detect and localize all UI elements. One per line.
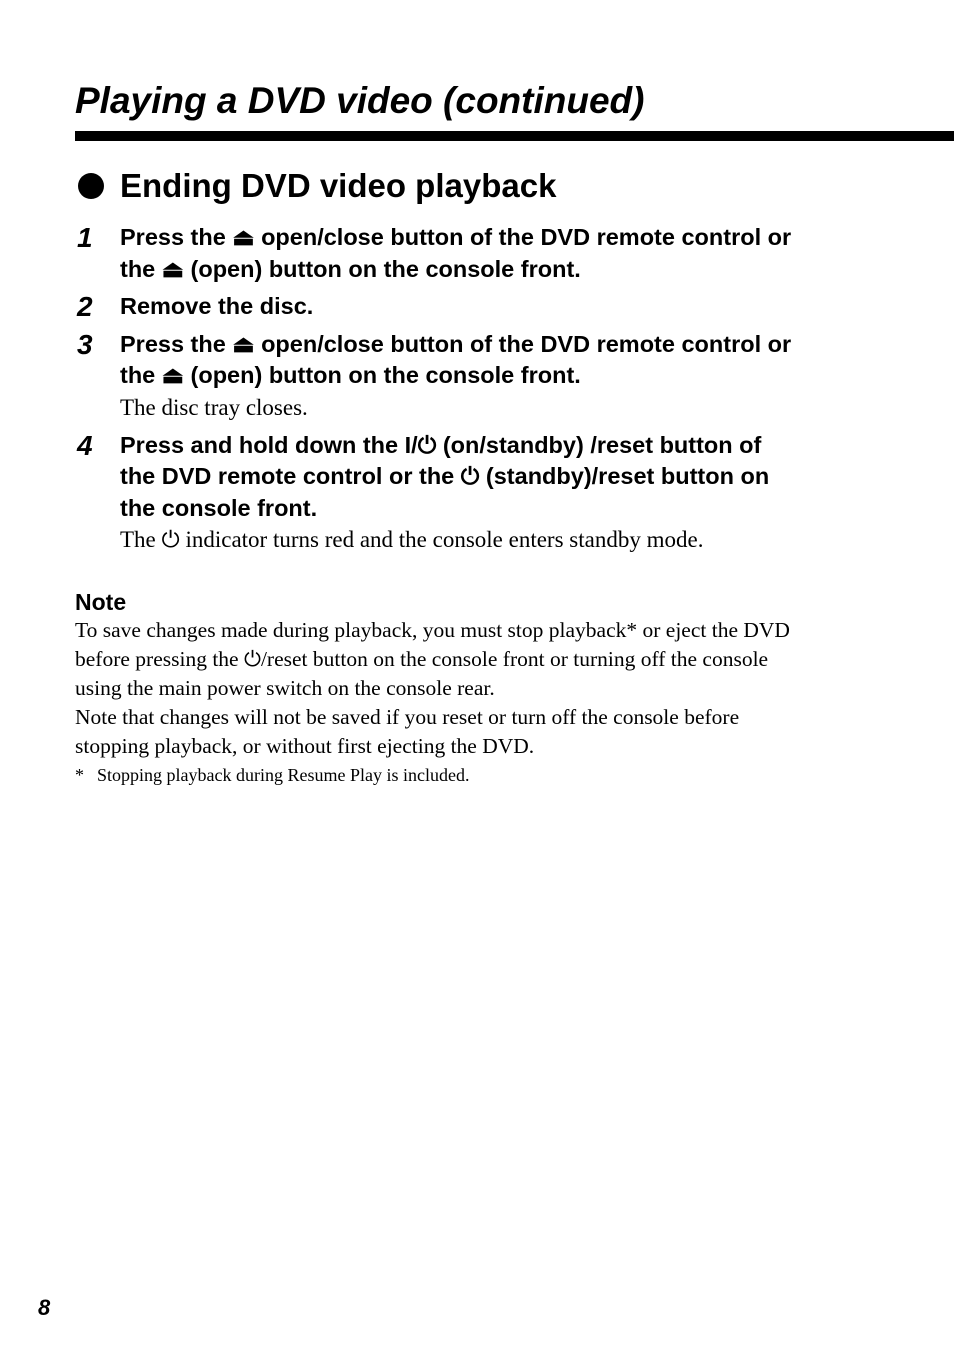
- title-rule: [75, 131, 954, 141]
- step-instruction: Press and hold down the I/⏻ (on/standby) /reset button of the DVD remote control or the ⏻ (standby)/reset button on the console front.: [120, 431, 770, 521]
- steps-list: [75, 222, 895, 562]
- filled-circle-bullet-icon: [78, 173, 104, 199]
- note-paragraph: Note that changes will not be saved if you reset or turn off the console before stopping playback, or without first ejecting the DVD.: [75, 705, 740, 758]
- note-block: [75, 586, 895, 789]
- step-number: 2: [77, 291, 93, 322]
- step-detail: The ⏻ indicator turns red and the console enters standby mode.: [120, 527, 704, 552]
- step-1: [75, 222, 895, 285]
- footnote: [75, 761, 895, 789]
- note-heading: Note: [75, 589, 127, 615]
- step-2: [75, 291, 895, 323]
- step-number: 4: [77, 429, 93, 461]
- footnote-text: Stopping playback during Resume Play is included.: [97, 765, 470, 785]
- step-instruction: Press the ⏏ open/close button of the DVD remote control or the ⏏ (open) button on the console front.: [120, 224, 792, 282]
- step-3: [75, 329, 895, 424]
- section-heading-text: Ending DVD video playback: [120, 167, 557, 204]
- step-instruction: Press the ⏏ open/close button of the DVD remote control or the ⏏ (open) button on the console front.: [120, 330, 792, 388]
- page-title: Playing a DVD video (continued): [75, 80, 645, 121]
- step-number: 3: [77, 328, 93, 360]
- page-number: 8: [38, 1295, 51, 1320]
- step-instruction: Remove the disc.: [120, 293, 314, 319]
- step-4: [75, 430, 895, 557]
- step-number: 1: [77, 222, 93, 253]
- section-heading: [78, 163, 556, 209]
- note-paragraph: To save changes made during playback, you must stop playback* or eject the DVD before pressing the ⏻/reset button on the console front or turning off the console using the main power switch on the console rear.: [75, 618, 790, 700]
- step-detail: The disc tray closes.: [120, 394, 308, 420]
- footnote-marker: *: [75, 765, 84, 785]
